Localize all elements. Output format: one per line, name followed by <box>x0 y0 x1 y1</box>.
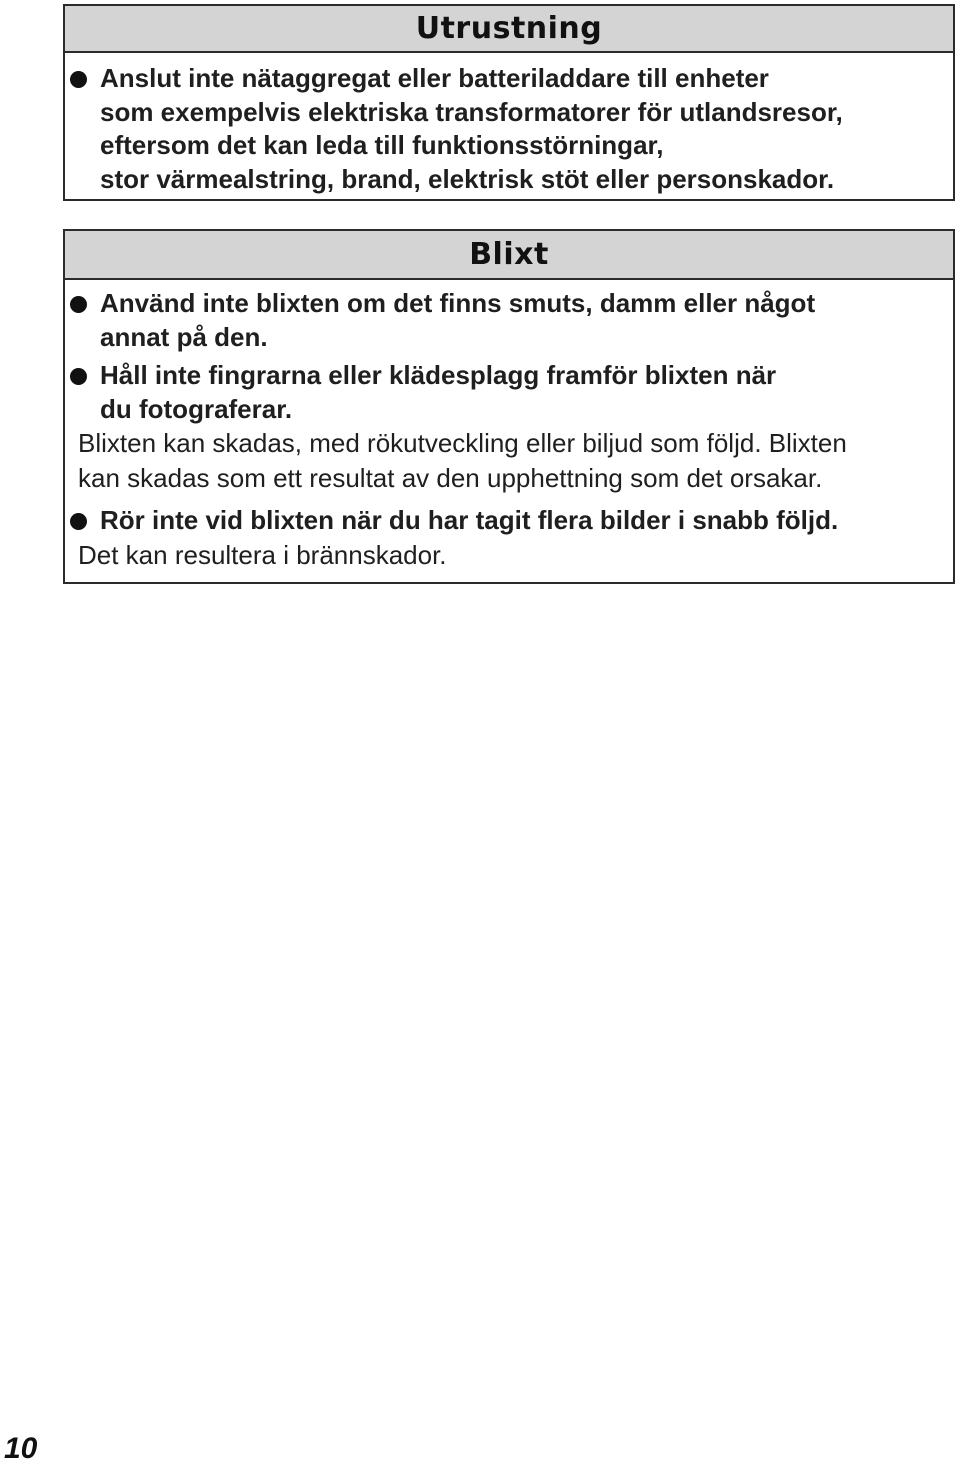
section-blixt <box>63 229 955 584</box>
list-item-text: Håll inte fingrarna eller klädesplagg framför blixten när du fotograferar. <box>100 360 777 424</box>
section-title-blixt: Blixt <box>65 231 953 280</box>
warning-note: Det kan resultera i brännskador. <box>78 539 447 570</box>
section-content-blixt <box>65 280 953 573</box>
page-number: 10 <box>4 1432 38 1465</box>
list-item-text: Anslut inte nätaggregat eller batteriladdare till enheter som exempelvis elektriska transformatorer för utlandsresor, eftersom det kan leda till funktionsstörningar, stor värmealstring, brand, elektrisk stöt eller personskador. <box>100 63 843 194</box>
section-title-utrustning: Utrustning <box>65 6 953 53</box>
list-item <box>65 359 953 426</box>
warning-note: Blixten kan skadas, med rökutveckling eller biljud som följd. Blixten kan skadas som ett resultat av den upphettning som det orsakar. <box>78 428 847 493</box>
bullet-icon <box>70 513 87 530</box>
list-item <box>65 504 953 538</box>
list-item <box>65 287 953 354</box>
section-content-utrustning <box>65 53 953 196</box>
list-item-text: Rör inte vid blixten när du har tagit flera bilder i snabb följd. <box>100 505 839 535</box>
section-utrustning <box>63 4 955 201</box>
list-item <box>65 62 953 196</box>
bullet-icon <box>70 71 87 88</box>
bullet-icon <box>70 296 87 313</box>
list-item-text: Använd inte blixten om det finns smuts, damm eller något annat på den. <box>100 288 816 352</box>
bullet-icon <box>70 368 87 385</box>
